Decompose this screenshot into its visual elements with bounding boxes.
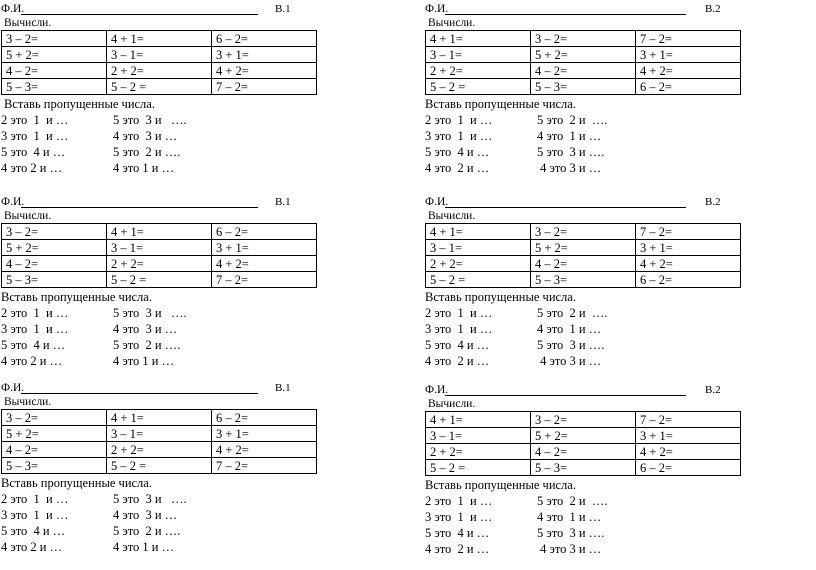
table-cell: 4 – 2= (531, 444, 636, 460)
table-cell: 2 + 2= (107, 63, 212, 79)
task-fill-missing: Вставь пропущенные числа. (4, 97, 155, 111)
fill-rows (425, 305, 745, 369)
table-cell: 4 + 2= (212, 256, 317, 272)
table-cell: 4 + 1= (426, 31, 531, 47)
table-cell: 5 – 2 = (426, 272, 531, 288)
table-cell: 3 – 1= (426, 240, 531, 256)
fill-item: 5 это 3 и …. (113, 306, 187, 320)
worksheet-card-v2-bottom (425, 384, 745, 557)
table-cell: 7 – 2= (636, 31, 741, 47)
fill-rows (1, 491, 321, 555)
table-cell: 5 + 2= (531, 428, 636, 444)
table-cell: 2 + 2= (426, 63, 531, 79)
task-fill-missing: Вставь пропущенные числа. (425, 97, 576, 111)
table-cell: 5 – 2 = (107, 79, 212, 95)
table-row (2, 47, 317, 63)
task-compute: Вычисли. (4, 17, 52, 29)
name-line (21, 207, 258, 208)
table-cell: 5 – 3= (2, 272, 107, 288)
table-row (2, 224, 317, 240)
fill-item: 4 это 1 и … (537, 322, 602, 336)
table-cell: 2 + 2= (426, 256, 531, 272)
table-cell: 4 – 2= (531, 63, 636, 79)
fill-item: 3 это 1 и … (425, 510, 493, 524)
fill-row (1, 128, 321, 144)
table-cell: 4 + 1= (107, 410, 212, 426)
table-cell: 4 + 1= (426, 224, 531, 240)
computation-table (1, 223, 317, 288)
table-cell: 6 – 2= (212, 31, 317, 47)
computation-table (425, 411, 741, 476)
fill-item: 5 это 3 и …. (113, 492, 187, 506)
table-cell: 3 + 1= (212, 240, 317, 256)
worksheet-header (1, 3, 321, 17)
fill-row (1, 539, 321, 555)
table-row (426, 256, 741, 272)
fill-item: 5 это 2 и …. (113, 338, 181, 352)
table-cell: 3 – 1= (426, 47, 531, 63)
table-cell: 4 + 1= (107, 31, 212, 47)
task-compute: Вычисли. (428, 17, 476, 29)
name-line (445, 395, 686, 396)
fill-row (425, 541, 745, 557)
fill-row (1, 160, 321, 176)
table-row (426, 412, 741, 428)
name-line (21, 393, 258, 394)
worksheet-header (1, 196, 321, 210)
table-cell: 5 + 2= (2, 47, 107, 63)
fill-item: 4 это 1 и … (113, 161, 175, 175)
worksheet-card-v1-middle (1, 196, 321, 369)
fill-row (425, 128, 745, 144)
table-cell: 4 + 1= (107, 224, 212, 240)
fill-row (425, 493, 745, 509)
fill-item: 5 это 4 и … (425, 145, 490, 159)
fill-row (425, 337, 745, 353)
fill-row (1, 112, 321, 128)
table-cell: 6 – 2= (212, 224, 317, 240)
fill-item: 5 это 3 и …. (537, 338, 605, 352)
table-cell: 5 + 2= (2, 426, 107, 442)
worksheet-card-v1-bottom (1, 382, 321, 555)
fill-row (425, 112, 745, 128)
fill-row (425, 353, 745, 369)
table-row (426, 63, 741, 79)
table-cell: 3 – 2= (2, 410, 107, 426)
table-cell: 3 + 1= (212, 47, 317, 63)
table-cell: 4 + 2= (212, 442, 317, 458)
name-label: Ф.И. (1, 196, 25, 208)
table-row (426, 460, 741, 476)
fill-row (1, 305, 321, 321)
table-cell: 6 – 2= (636, 79, 741, 95)
fill-item: 4 это 2 и … (425, 542, 490, 556)
table-cell: 3 + 1= (636, 428, 741, 444)
computation-table (1, 30, 317, 95)
table-cell: 4 + 2= (636, 444, 741, 460)
fill-row (1, 353, 321, 369)
task-compute: Вычисли. (428, 210, 476, 222)
fill-item: 3 это 1 и … (425, 129, 493, 143)
table-cell: 3 – 1= (426, 428, 531, 444)
table-cell: 5 – 3= (531, 79, 636, 95)
task-fill-missing: Вставь пропущенные числа. (425, 290, 576, 304)
table-cell: 4 + 2= (636, 63, 741, 79)
table-row (426, 224, 741, 240)
table-row (2, 442, 317, 458)
name-label: Ф.И. (425, 3, 449, 15)
table-cell: 3 + 1= (212, 426, 317, 442)
table-cell: 7 – 2= (636, 224, 741, 240)
fill-rows (425, 112, 745, 176)
table-cell: 4 + 2= (212, 63, 317, 79)
variant-label: В.2 (705, 3, 721, 15)
table-cell: 3 – 2= (2, 224, 107, 240)
table-row (2, 240, 317, 256)
name-line (445, 207, 686, 208)
table-cell: 6 – 2= (212, 410, 317, 426)
table-cell: 5 + 2= (531, 240, 636, 256)
table-cell: 3 – 2= (2, 31, 107, 47)
table-cell: 5 – 3= (531, 272, 636, 288)
fill-item: 5 это 2 и …. (113, 145, 181, 159)
fill-item: 4 это 3 и … (537, 542, 602, 556)
table-cell: 5 – 3= (2, 79, 107, 95)
worksheet-header (425, 196, 745, 210)
fill-item: 4 это 2 и … (1, 540, 63, 554)
name-line (21, 14, 258, 15)
variant-label: В.1 (275, 382, 291, 394)
fill-row (425, 321, 745, 337)
task-compute: Вычисли. (4, 210, 52, 222)
fill-rows (1, 305, 321, 369)
worksheet-card-v2-top (425, 3, 745, 176)
fill-row (1, 144, 321, 160)
table-cell: 4 + 2= (636, 256, 741, 272)
table-row (2, 458, 317, 474)
worksheet-card-v1-top (1, 3, 321, 176)
fill-item: 5 это 4 и … (425, 526, 490, 540)
fill-item: 4 это 1 и … (537, 129, 602, 143)
table-cell: 5 – 2 = (426, 460, 531, 476)
fill-item: 5 это 3 и …. (113, 113, 187, 127)
table-cell: 6 – 2= (636, 460, 741, 476)
table-cell: 6 – 2= (636, 272, 741, 288)
table-row (426, 428, 741, 444)
worksheet-card-v2-middle (425, 196, 745, 369)
fill-item: 4 это 3 и … (113, 129, 178, 143)
table-row (2, 410, 317, 426)
table-row (426, 444, 741, 460)
fill-item: 4 это 3 и … (113, 322, 178, 336)
computation-table (425, 223, 741, 288)
variant-label: В.2 (705, 384, 721, 396)
fill-item: 2 это 1 и … (1, 492, 69, 506)
table-row (426, 272, 741, 288)
fill-item: 4 это 2 и … (425, 161, 490, 175)
fill-item: 4 это 3 и … (537, 354, 602, 368)
fill-rows (1, 112, 321, 176)
fill-item: 3 это 1 и … (1, 508, 69, 522)
table-cell: 7 – 2= (212, 79, 317, 95)
name-label: Ф.И. (425, 196, 449, 208)
fill-row (1, 321, 321, 337)
fill-row (1, 507, 321, 523)
table-cell: 3 – 1= (107, 426, 212, 442)
table-cell: 4 + 1= (426, 412, 531, 428)
fill-item: 4 это 1 и … (113, 540, 175, 554)
fill-item: 3 это 1 и … (1, 322, 69, 336)
table-row (2, 426, 317, 442)
fill-item: 5 это 4 и … (425, 338, 490, 352)
task-fill-missing: Вставь пропущенные числа. (1, 290, 152, 304)
table-row (426, 47, 741, 63)
name-label: Ф.И. (1, 382, 25, 394)
table-row (2, 63, 317, 79)
fill-item: 2 это 1 и … (1, 306, 69, 320)
fill-item: 5 это 4 и … (1, 338, 66, 352)
table-row (426, 79, 741, 95)
fill-item: 4 это 3 и … (113, 508, 178, 522)
fill-row (1, 491, 321, 507)
name-label: Ф.И. (1, 3, 25, 15)
table-row (2, 31, 317, 47)
worksheet-header (425, 384, 745, 398)
fill-item: 5 это 2 и …. (113, 524, 181, 538)
table-cell: 2 + 2= (426, 444, 531, 460)
fill-item: 2 это 1 и … (425, 306, 493, 320)
table-cell: 5 – 2 = (107, 272, 212, 288)
table-cell: 2 + 2= (107, 442, 212, 458)
fill-item: 3 это 1 и … (1, 129, 69, 143)
table-cell: 3 + 1= (636, 47, 741, 63)
computation-table (1, 409, 317, 474)
table-cell: 4 – 2= (531, 256, 636, 272)
table-cell: 7 – 2= (636, 412, 741, 428)
table-cell: 4 – 2= (2, 256, 107, 272)
name-label: Ф.И. (425, 384, 449, 396)
table-cell: 2 + 2= (107, 256, 212, 272)
fill-item: 5 это 4 и … (1, 524, 66, 538)
table-cell: 3 – 2= (531, 224, 636, 240)
table-row (2, 272, 317, 288)
table-row (2, 79, 317, 95)
fill-item: 2 это 1 и … (425, 113, 493, 127)
fill-item: 3 это 1 и … (425, 322, 493, 336)
worksheet-header (1, 382, 321, 396)
fill-item: 5 это 3 и …. (537, 526, 605, 540)
table-cell: 5 – 3= (2, 458, 107, 474)
table-cell: 4 – 2= (2, 63, 107, 79)
table-cell: 3 – 1= (107, 240, 212, 256)
table-cell: 7 – 2= (212, 458, 317, 474)
worksheet-header (425, 3, 745, 17)
fill-item: 5 это 2 и …. (537, 113, 608, 127)
fill-item: 4 это 1 и … (113, 354, 175, 368)
task-compute: Вычисли. (4, 396, 52, 408)
fill-item: 5 это 3 и …. (537, 145, 605, 159)
fill-item: 4 это 1 и … (537, 510, 602, 524)
table-row (2, 256, 317, 272)
table-cell: 5 – 3= (531, 460, 636, 476)
variant-label: В.1 (275, 3, 291, 15)
table-cell: 4 – 2= (2, 442, 107, 458)
table-cell: 7 – 2= (212, 272, 317, 288)
task-fill-missing: Вставь пропущенные числа. (425, 478, 576, 492)
fill-rows (425, 493, 745, 557)
fill-item: 4 это 3 и … (537, 161, 602, 175)
fill-item: 2 это 1 и … (425, 494, 493, 508)
fill-item: 2 это 1 и … (1, 113, 69, 127)
fill-item: 4 это 2 и … (1, 354, 63, 368)
task-fill-missing: Вставь пропущенные числа. (1, 476, 152, 490)
table-cell: 5 + 2= (531, 47, 636, 63)
table-cell: 5 – 2 = (107, 458, 212, 474)
table-row (426, 240, 741, 256)
fill-row (425, 144, 745, 160)
table-cell: 3 – 2= (531, 31, 636, 47)
variant-label: В.2 (705, 196, 721, 208)
fill-item: 4 это 2 и … (425, 354, 490, 368)
table-cell: 5 + 2= (2, 240, 107, 256)
variant-label: В.1 (275, 196, 291, 208)
fill-item: 5 это 4 и … (1, 145, 66, 159)
fill-item: 4 это 2 и … (1, 161, 63, 175)
fill-row (425, 160, 745, 176)
table-row (426, 31, 741, 47)
fill-item: 5 это 2 и …. (537, 494, 608, 508)
table-cell: 5 – 2 = (426, 79, 531, 95)
fill-row (1, 337, 321, 353)
table-cell: 3 + 1= (636, 240, 741, 256)
table-cell: 3 – 1= (107, 47, 212, 63)
name-line (445, 14, 686, 15)
table-cell: 3 – 2= (531, 412, 636, 428)
fill-row (425, 509, 745, 525)
fill-item: 5 это 2 и …. (537, 306, 608, 320)
computation-table (425, 30, 741, 95)
fill-row (425, 305, 745, 321)
fill-row (425, 525, 745, 541)
fill-row (1, 523, 321, 539)
task-compute: Вычисли. (428, 398, 476, 410)
